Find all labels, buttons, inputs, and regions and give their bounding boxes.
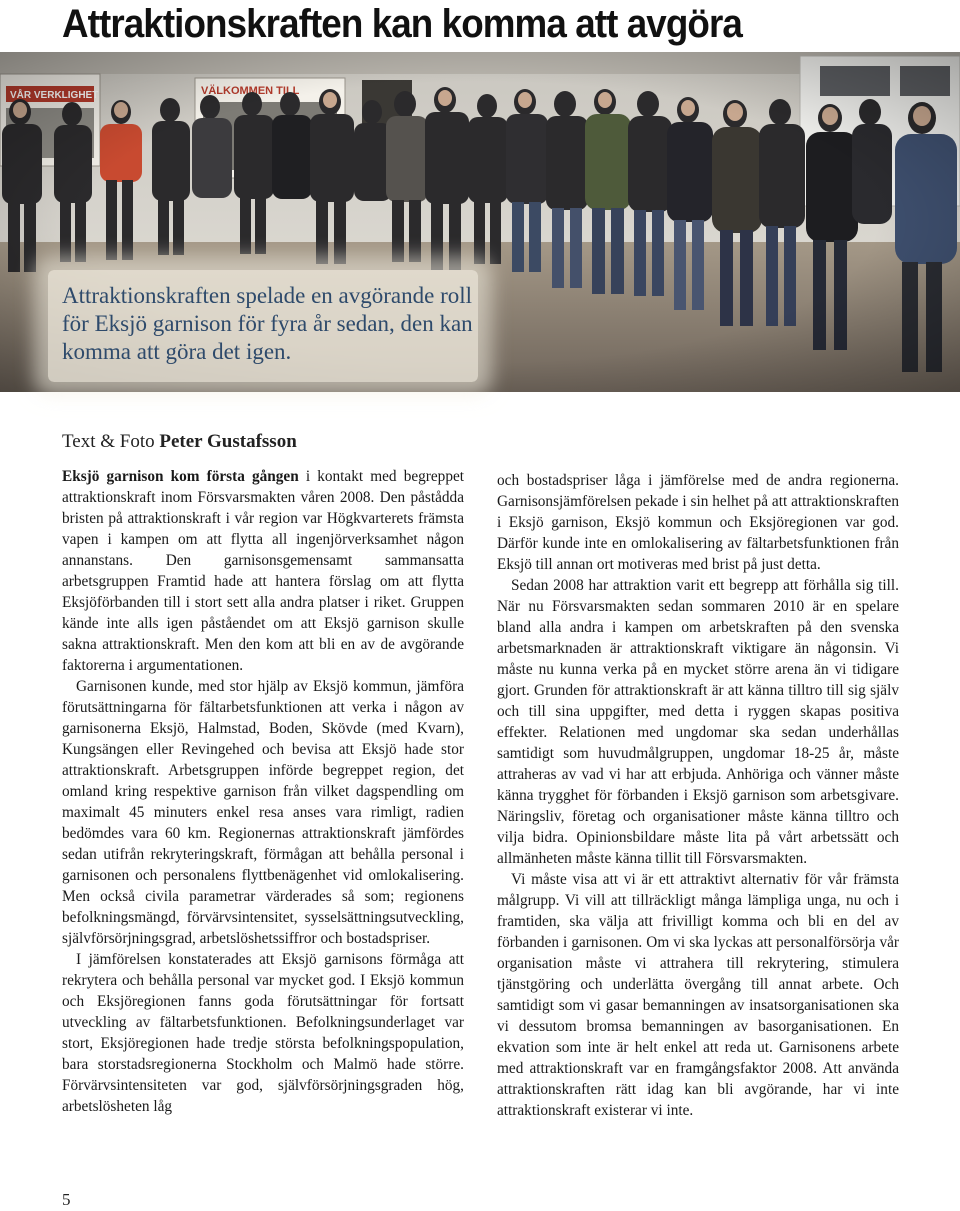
lead-in-bold: Eksjö garnison kom första gången (62, 468, 299, 485)
lead-paragraph-text: i kontakt med begreppet attraktionskraft inom Försvarsmakten våren 2008. Den påstådda bristen på attraktionskraft i vår region var Högkvarterets främsta vapen i kampen om att flytta all ingenjörverksamhet någon annanstans. Den garnisonsgemensamt sammansatta arbetsgruppen Framtid hade att hantera förslag om att flytta Eksjöförbanden till i stort sett alla andra platser i riket. Gruppen kände inte alls igen påståendet om att Eksjö garnison skulle sakna attraktionskraft. Men den kom att bli en av de avgörande faktorerna i argumentationen. (62, 468, 465, 674)
body-paragraph: Garnisonen kunde, med stor hjälp av Eksjö kommun, jämföra förutsättningarna för fältarbetsfunktionen att verka i någon av garnisonerna Eksjö, Halmstad, Boden, Skövde (med Kvarn), Kungsängen eller Revingehed och bevisa att Eksjö hade stor attraktionskraft. Arbetsgruppen införde begreppet region, det omland kring respektive garnison från vilket dagspendling om maximalt 45 minuters enkel resa anses vara rimligt, radien bedömdes vara 60 km. Regionernas attraktionskraft jämfördes sedan utifrån rekryteringskraft, förmågan att behålla personal i garnisonen och personalens flyttbenägenhet vid omlokalisering. Men också civila parametrar värderades så som; regionens befolkningsmängd, förvärvsintensitet, sysselsättningsutveckling, självförsörjningsgrad, arbetslöshetssiffror och bostadspriser. (62, 678, 464, 947)
article-headline: Attraktionskraften kan komma att avgöra (62, 2, 742, 46)
article-column-left (62, 466, 464, 1117)
body-paragraph: I jämförelsen konstaterades att Eksjö garnisons förmåga att rekrytera och behålla personal var mycket god. I Eksjö kommun och Eksjöregionen fanns goda förutsättningar för fortsatt utveckling av fältarbetsfunktionen. Befolkningsunderlaget var stort, Eksjöregionen hade tredje största befolkningspopulation, bara storstadsregionerna Stockholm och Malmö hade större. Förvärvsintensiteten var god, självförsörjningsgraden hög, arbetslösheten låg (62, 951, 464, 1115)
body-paragraph (62, 466, 464, 676)
body-paragraph: och bostadspriser låga i jämförelse med de andra regionerna. Garnisonsjämförelsen pekade i sin helhet på att attraktionskraften i Eksjö garnison, Eksjö kommun och Eksjöregionen var god. Därför kunde inte en omlokalisering av fältarbetsfunktionen från Eksjö till annan ort motiveras med brist på just detta. (497, 472, 899, 573)
byline-author: Peter Gustafsson (159, 431, 297, 452)
byline-prefix: Text & Foto (62, 431, 155, 452)
body-paragraph: Sedan 2008 har attraktion varit ett begrepp att förhålla sig till. När nu Försvarsmakten sedan sommaren 2010 är en spelare bland alla andra i kampen om arbetskraften på den svenska arbetsmarknaden är attraktionskraft viktigare än någonsin. Vi måste nu kunna verka på en mycket större arena än vi tidigare gjort. Grunden för attraktionskraft är att känna tilltro till sig själv och till sina uppgifter, med detta i ryggen skapas positiva effekter. Relationen med ungdomar ska sedan underhållas samtidigt som huvudmålgruppen, ungdomar 18-25 år, måste attraheras av vad vi har att erbjuda. Anhöriga och vänner måste känna trygghet för förbanden i Eksjö garnison som arbetsgivare. Näringsliv, företag och organisationer måste känna tilltro och vilja bidra. Opinionsbildare måste lita på vårt arbetssätt och allmänheten måste känna tillit till Försvarsmakten. (497, 577, 899, 867)
byline (62, 430, 297, 454)
page-number: 5 (62, 1190, 71, 1209)
article-column-right (497, 470, 899, 1121)
body-paragraph: Vi måste visa att vi är ett attraktivt alternativ för vår främsta målgrupp. Vi vill att tillräckligt många lämpliga unga, nu och i framtiden, ska välja att frivilligt komma och bli en del av förbanden i garnisonen. Om vi ska lyckas att personalförsörja vår organisation måste vi attrahera till rekrytering, stimulera tjänstgöring och underlätta övergång till annat arbete. Och samtidigt som vi gasar bemanningen av insatsorganisationen ska vi dessutom bromsa bemanningen av basorganisationen. En ekvation som inte är helt enkel att reda ut. Garnisonens arbete med attraktionskraft var en framgångsfaktor 2008. Att använda attraktionskraften rätt idag kan bli avgörande, har vi inte attraktionskraft existerar vi inte. (497, 871, 899, 1119)
photo-caption: Attraktionskraften spelade en avgörande roll för Eksjö garnison för fyra år sedan, den kan komma att göra det igen. (62, 283, 473, 364)
